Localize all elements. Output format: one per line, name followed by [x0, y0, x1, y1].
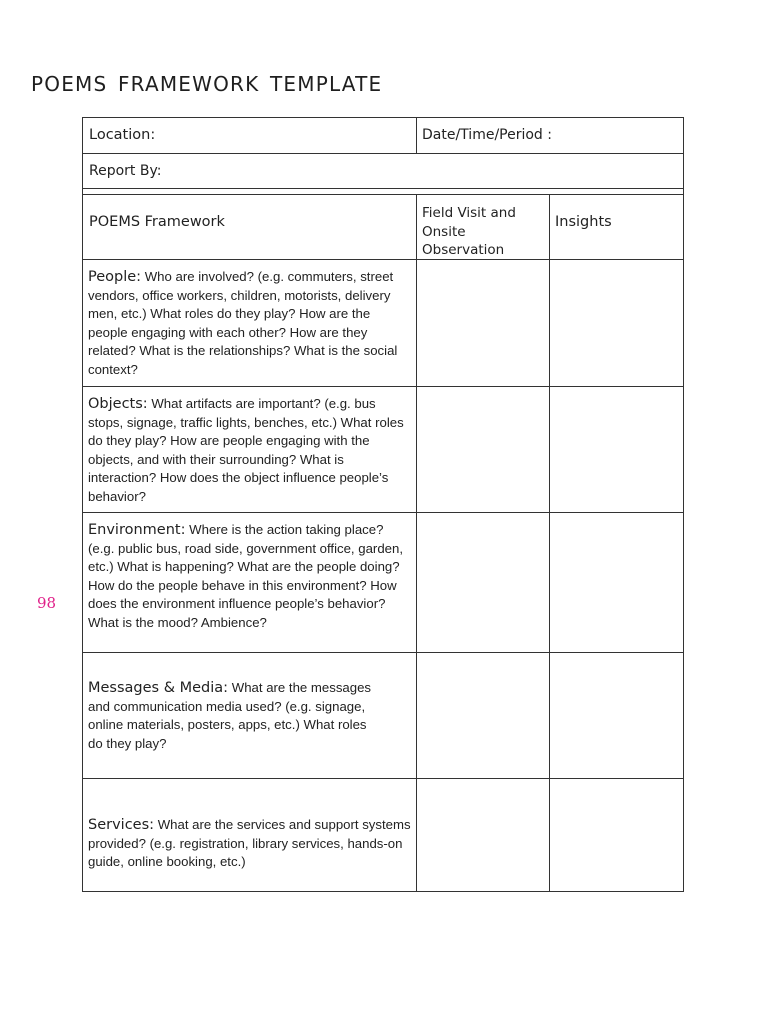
row-description: What are the services and support systems provided? (e.g. registration, library services, hands-on guide, online booking, etc.)	[88, 817, 411, 869]
row-services	[88, 816, 413, 872]
table-rule	[83, 386, 683, 387]
table-rule	[83, 194, 683, 195]
row-heading: Objects:	[88, 396, 148, 412]
poems-table	[82, 117, 684, 892]
row-heading: Services:	[88, 817, 155, 833]
column-header-framework: POEMS Framework	[89, 214, 225, 230]
page-number: 98	[37, 594, 57, 612]
table-rule	[83, 188, 683, 189]
row-description: What are the messages and communication media used? (e.g. signage, online materials, posters, apps, etc.) What roles do they play?	[88, 680, 372, 751]
row-heading: People:	[88, 269, 142, 285]
table-rule	[416, 118, 417, 153]
row-heading: Environment:	[88, 522, 186, 538]
report-by-label: Report By:	[89, 163, 162, 179]
table-rule	[83, 512, 683, 513]
column-header-field-visit: Field Visit and Onsite Observation	[422, 205, 516, 258]
row-messages-media	[88, 679, 383, 753]
table-rule	[416, 194, 417, 891]
column-header-insights: Insights	[555, 214, 612, 230]
table-rule	[83, 778, 683, 779]
row-objects	[88, 395, 413, 506]
row-description: Where is the action taking place? (e.g. public bus, road side, government office, garden, etc.) What is happening? What are the people doing? How do the people behave in this environment? How does the environment influence people’s behavior? What is the mood? Ambience?	[88, 522, 403, 630]
row-environment	[88, 521, 413, 632]
row-heading: Messages & Media:	[88, 680, 229, 696]
table-rule	[83, 652, 683, 653]
row-description: Who are involved? (e.g. commuters, street vendors, office workers, children, motorists, delivery men, etc.) What roles do they play? How are the people engaging with each other? How are they related? What is the relationships? What is the social context?	[88, 269, 398, 377]
datetime-label: Date/Time/Period :	[422, 127, 552, 143]
document-title: POEMS FRAMEWORK TEMPLATE	[31, 72, 383, 96]
table-rule	[83, 259, 683, 260]
table-rule	[83, 153, 683, 154]
table-rule	[549, 194, 550, 891]
row-description: What artifacts are important? (e.g. bus stops, signage, traffic lights, benches, etc.) What roles do they play? How are people engaging with the objects, and with their surrounding? What is interaction? How does the object influence people’s behavior?	[88, 396, 404, 504]
location-label: Location:	[89, 127, 156, 143]
row-people	[88, 268, 413, 379]
